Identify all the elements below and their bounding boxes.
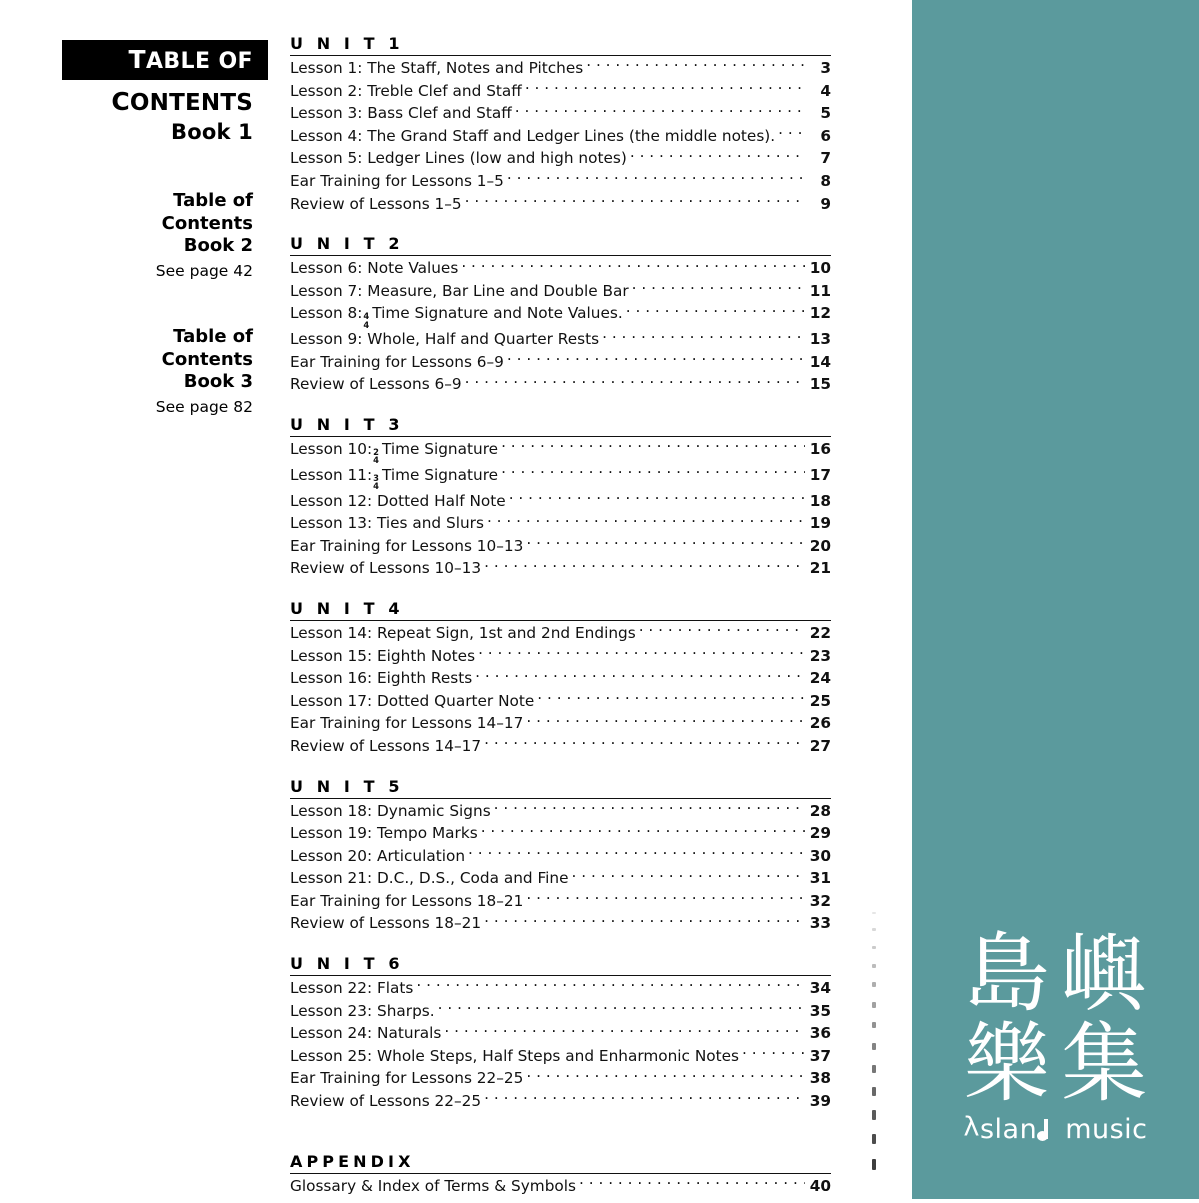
book2-see-page[interactable]: See page 42: [155, 261, 253, 280]
toc-entry[interactable]: [290, 690, 831, 713]
time-signature-denominator: 4: [363, 319, 370, 330]
toc-entry[interactable]: [290, 280, 831, 303]
toc-entry-page-number: 18: [809, 491, 831, 510]
toc-entry-title-text: Review of Lessons 18–21: [290, 914, 482, 933]
toc-entry-page-number: 27: [809, 736, 831, 755]
time-signature-glyph: [363, 312, 369, 329]
toc-entry[interactable]: [290, 1045, 831, 1068]
toc-entry-page-number: 16: [809, 439, 831, 458]
island-music-logo: [958, 924, 1153, 1155]
dot-leader: [501, 464, 805, 479]
time-signature-numerator: 4: [363, 311, 370, 322]
dot-leader: [639, 623, 805, 638]
toc-unit-label: U N I T: [290, 598, 389, 618]
dot-leader: [742, 1046, 805, 1061]
dot-leader: [438, 1000, 805, 1015]
toc-entry-page-number: 20: [809, 536, 831, 555]
dot-leader: [465, 374, 805, 389]
toc-entry-page-number: 14: [809, 352, 831, 371]
toc-entry-title: [290, 102, 512, 125]
toc-entry-title-text: Lesson 19: Tempo Marks: [290, 824, 478, 843]
toc-entry-title-text: Lesson 21: D.C., D.S., Coda and Fine: [290, 869, 569, 888]
book3-see-page[interactable]: See page 82: [155, 397, 253, 416]
toc-entry-page-number: 30: [809, 846, 831, 865]
dot-leader: [630, 148, 805, 163]
toc-entry[interactable]: [290, 645, 831, 668]
toc-entry[interactable]: [290, 257, 831, 280]
toc-entry-page-number: 5: [820, 104, 831, 123]
toc-entry-title-text: Lesson 24: Naturals: [290, 1024, 442, 1043]
toc-entry-page-number: 38: [809, 1069, 831, 1088]
dot-leader: [515, 103, 805, 118]
dot-leader: [579, 1175, 805, 1190]
toc-entry-title: [290, 735, 481, 758]
toc-entry-title-text: Lesson 22: Flats: [290, 979, 414, 998]
sidebar-item-book2[interactable]: [62, 190, 268, 282]
section-spacer: [290, 1119, 831, 1132]
toc-entry-title: [290, 1067, 523, 1090]
dot-leader: [632, 280, 805, 295]
dot-leader: [501, 439, 805, 454]
toc-unit-heading: [290, 234, 831, 256]
toc-unit-number: 1: [388, 34, 400, 53]
toc-unit-heading: [290, 415, 831, 437]
section-spacer: [290, 764, 831, 777]
toc-entry[interactable]: [290, 845, 831, 868]
toc-unit-section: [290, 34, 831, 215]
toc-entry-title: [290, 557, 481, 580]
toc-entry-title: [290, 80, 522, 103]
toc-entry-page-number: 28: [809, 801, 831, 820]
toc-entry-title-text: Review of Lessons 1–5: [290, 194, 462, 213]
toc-entry-title-text: Lesson 4: The Grand Staff and Ledger Lines (the middle notes).: [290, 126, 776, 145]
toc-entry-title: [290, 373, 462, 396]
toc-entry-title-text: Lesson 8:: [290, 304, 363, 323]
dot-leader: [507, 171, 805, 186]
toc-entry-title: [290, 622, 636, 645]
toc-entry-title-text: Lesson 17: Dotted Quarter Note: [290, 691, 535, 710]
toc-entry[interactable]: [290, 535, 831, 558]
toc-entry-title-text-after: Time Signature: [381, 465, 499, 484]
toc-entry[interactable]: [290, 373, 831, 396]
toc-unit-section: [290, 415, 831, 580]
toc-entry-title: [290, 912, 481, 935]
dot-leader: [478, 645, 805, 660]
toc-entry[interactable]: [290, 80, 831, 103]
toc-unit-heading: [290, 34, 831, 56]
toc-entry-title-text: Review of Lessons 22–25: [290, 1092, 482, 1111]
toc-entry-title-text: Ear Training for Lessons 1–5: [290, 171, 504, 190]
contents-lead-letter: C: [111, 87, 130, 116]
book2-line1: Table of: [173, 190, 253, 211]
binding-dash: [872, 912, 876, 914]
sidebar-item-book3[interactable]: [62, 326, 268, 418]
toc-entry-page-number: 37: [809, 1046, 831, 1065]
binding-dash: [872, 1087, 876, 1096]
table-of-contents-banner: [62, 40, 268, 80]
toc-entry-title: [290, 328, 599, 351]
toc-unit-heading: [290, 954, 831, 976]
toc-entry-title-text: Lesson 6: Note Values: [290, 259, 459, 278]
toc-entry[interactable]: [290, 712, 831, 735]
toc-entry[interactable]: [290, 1000, 831, 1023]
logo-wordmark-flipped-y: y: [963, 1114, 980, 1145]
logo-char-3: 樂: [963, 1014, 1050, 1114]
binding-dash: [872, 1159, 876, 1170]
toc-entry-title-text: Ear Training for Lessons 18–21: [290, 891, 524, 910]
toc-entry-page-number: 10: [809, 259, 831, 278]
binding-dash: [872, 928, 876, 931]
dot-leader: [475, 668, 805, 683]
toc-entry[interactable]: [290, 557, 831, 580]
toc-unit-label: U N I T: [290, 234, 389, 254]
toc-entry-title: [290, 890, 523, 913]
toc-entry-title-text: Lesson 10:: [290, 439, 373, 458]
time-signature-denominator: 4: [373, 455, 379, 466]
toc-entry[interactable]: [290, 867, 831, 890]
toc-entry-page-number: 40: [809, 1176, 831, 1195]
toc-unit-label: U N I T: [290, 954, 389, 974]
toc-entry[interactable]: [290, 438, 831, 464]
toc-entry-title-text: Review of Lessons 14–17: [290, 736, 482, 755]
dot-leader: [526, 1068, 805, 1083]
toc-entry-title: [290, 490, 506, 513]
toc-entry-page-number: 22: [809, 623, 831, 642]
book3-line2: Contents: [161, 348, 253, 370]
toc-entry-page-number: 24: [809, 669, 831, 688]
binding-dash: [872, 946, 876, 950]
toc-entry-title-text: Ear Training for Lessons 14–17: [290, 714, 524, 733]
logo-cjk-characters: [958, 924, 1153, 1114]
toc-entry-title-text: Ear Training for Lessons 10–13: [290, 536, 524, 555]
toc-entry-title: [290, 535, 523, 558]
section-spacer: [290, 221, 831, 234]
toc-unit-section: [290, 234, 831, 396]
binding-perforation-line: [871, 912, 876, 1170]
toc-entry-title: [290, 690, 534, 713]
toc-entry-title-text: Lesson 14: Repeat Sign, 1st and 2nd Endings: [290, 623, 636, 642]
contents-book1-heading: [62, 88, 268, 146]
toc-entry-page-number: 34: [809, 979, 831, 998]
toc-entry-page-number: 4: [820, 81, 831, 100]
toc-entry[interactable]: [290, 822, 831, 845]
logo-wordmark-mid: slan: [979, 1114, 1038, 1145]
toc-entry[interactable]: [290, 1090, 831, 1113]
toc-entry-title-text-after: Time Signature: [381, 439, 499, 458]
toc-entry-title-text: Lesson 25: Whole Steps, Half Steps and Enharmonic Notes: [290, 1046, 740, 1065]
toc-entry-page-number: 25: [809, 691, 831, 710]
time-signature-numerator: 3: [373, 472, 379, 483]
toc-entry-title: [290, 512, 484, 535]
toc-entry-title: [290, 57, 583, 80]
toc-entry-title-text: Lesson 9: Whole, Half and Quarter Rests: [290, 330, 600, 349]
dot-leader: [461, 258, 805, 273]
toc-entry[interactable]: [290, 102, 831, 125]
dot-leader: [484, 913, 805, 928]
toc-entry-page-number: 31: [809, 869, 831, 888]
dot-leader: [572, 868, 805, 883]
toc-entry[interactable]: [290, 328, 831, 351]
toc-entry-title-text: Lesson 1: The Staff, Notes and Pitches: [290, 59, 584, 77]
toc-entry-title: [290, 645, 475, 668]
toc-entry-page-number: 39: [809, 1092, 831, 1111]
dot-leader: [468, 845, 805, 860]
toc-entry-title: [290, 1090, 481, 1113]
book3-line3: Book 3: [183, 371, 253, 392]
dot-leader: [778, 125, 805, 140]
dot-leader: [507, 351, 805, 366]
dot-leader: [487, 513, 805, 528]
toc-unit-number: 3: [388, 414, 400, 434]
toc-entry-page-number: 9: [820, 194, 831, 213]
binding-dash: [872, 1065, 876, 1073]
toc-entry-title: [290, 667, 472, 690]
toc-entry-title: [290, 280, 629, 303]
dot-leader: [626, 303, 805, 318]
toc-entry-title-text: Lesson 23: Sharps.: [290, 1001, 435, 1020]
logo-wordmark: [958, 1114, 1153, 1145]
toc-entry[interactable]: [290, 735, 831, 758]
toc-appendix-section: [290, 1152, 831, 1198]
toc-entry-title: [290, 867, 569, 890]
toc-entry[interactable]: [290, 977, 831, 1000]
toc-entry-page-number: 12: [809, 304, 831, 323]
toc-entry-title: [290, 1045, 739, 1068]
contents-rest-text: ONTENTS: [129, 90, 253, 116]
toc-entry-title: [290, 1022, 441, 1045]
book3-line1: Table of: [173, 326, 253, 347]
toc-entry-title-text: Ear Training for Lessons 22–25: [290, 1069, 524, 1088]
dot-leader: [444, 1023, 805, 1038]
toc-unit-section: [290, 777, 831, 936]
toc-entry[interactable]: [290, 1175, 831, 1198]
toc-entry[interactable]: [290, 912, 831, 935]
toc-appendix-heading: APPENDIX: [290, 1152, 831, 1174]
toc-entry-title: [290, 257, 458, 280]
toc-entry[interactable]: [290, 490, 831, 513]
dot-leader: [484, 736, 805, 751]
dot-leader: [526, 891, 805, 906]
section-spacer: [290, 586, 831, 599]
toc-unit-number: 5: [388, 776, 400, 796]
toc-entry-title: [290, 125, 775, 148]
book2-line2: Contents: [161, 212, 253, 234]
dot-leader: [465, 193, 805, 208]
toc-entry[interactable]: [290, 302, 831, 328]
binding-dash: [872, 1110, 876, 1120]
toc-entry-page-number: 33: [809, 914, 831, 933]
sidebar: [62, 40, 268, 418]
toc-entry-title-text: Lesson 5: Ledger Lines (low and high notes): [290, 149, 627, 168]
dot-leader: [484, 1091, 805, 1106]
binding-dash: [872, 1134, 876, 1144]
toc-entry-title: [290, 170, 504, 193]
toc-entry-title: [290, 712, 523, 735]
dot-leader: [481, 823, 805, 838]
toc-entry[interactable]: [290, 57, 831, 80]
binding-dash: [872, 1043, 876, 1050]
toc-entry-title: [290, 1175, 576, 1198]
music-note-icon: [1037, 1119, 1051, 1143]
toc-entry-page-number: 19: [809, 514, 831, 533]
toc-entry-title-text: Lesson 7: Measure, Bar Line and Double Bar: [290, 281, 629, 300]
toc-unit-section: [290, 599, 831, 758]
toc-entry-title-text: Review of Lessons 6–9: [290, 375, 462, 394]
toc-entry-title-text: Lesson 20: Articulation: [290, 846, 466, 865]
dot-leader: [602, 329, 805, 344]
toc-unit-label: U N I T: [290, 414, 389, 434]
toc-entry-page-number: 21: [809, 559, 831, 578]
dot-leader: [525, 80, 805, 95]
toc-entry-title: [290, 302, 623, 328]
toc-entry-page-number: 11: [809, 281, 831, 300]
section-spacer: [290, 941, 831, 954]
banner-rest-text: ABLE OF: [145, 49, 253, 74]
toc-entry-title: [290, 193, 462, 216]
toc-entry-page-number: 15: [809, 375, 831, 394]
toc-entry-title-text-after: Time Signature and Note Values.: [372, 304, 623, 323]
toc-entry-title-text: Lesson 2: Treble Clef and Staff: [290, 81, 522, 100]
toc-unit-section: [290, 954, 831, 1113]
toc-entry-title-text: Lesson 12: Dotted Half Note: [290, 491, 506, 510]
dot-leader: [586, 58, 805, 73]
toc-entry-title-text: Review of Lessons 10–13: [290, 559, 482, 578]
time-signature-denominator: 4: [373, 481, 379, 492]
toc-entry-title: [290, 822, 478, 845]
toc-unit-heading: [290, 777, 831, 799]
dot-leader: [526, 713, 805, 728]
dot-leader: [484, 558, 805, 573]
contents-book1-line2: Book 1: [171, 120, 253, 144]
toc-entry-title-text: Lesson 16: Eighth Rests: [290, 669, 473, 688]
dot-leader: [526, 535, 805, 550]
toc-entry-title: [290, 1000, 435, 1023]
dot-leader: [509, 490, 805, 505]
toc-entry[interactable]: [290, 193, 831, 216]
toc-entry-title: [290, 351, 504, 374]
toc-entry-title: [290, 438, 498, 464]
toc-entry-page-number: 32: [809, 891, 831, 910]
toc-entry-title: [290, 464, 498, 490]
toc-entry[interactable]: [290, 351, 831, 374]
binding-dash: [872, 1002, 876, 1008]
toc-entry[interactable]: [290, 890, 831, 913]
logo-char-4: 集: [1061, 1014, 1148, 1114]
toc-entry-title-text: Lesson 11:: [290, 465, 373, 484]
toc-entry[interactable]: [290, 622, 831, 645]
toc-entry-title-text: Glossary & Index of Terms & Symbols: [290, 1176, 577, 1195]
toc-entry-page-number: 29: [809, 824, 831, 843]
banner-lead-letter: T: [128, 45, 146, 74]
toc-entry-page-number: 3: [820, 59, 831, 77]
toc-entry[interactable]: [290, 170, 831, 193]
toc-entry-title-text: Lesson 13: Ties and Slurs: [290, 514, 484, 533]
logo-wordmark-suffix: music: [1065, 1114, 1148, 1145]
toc-entry[interactable]: [290, 512, 831, 535]
toc-entry[interactable]: [290, 464, 831, 490]
toc-entry-page-number: 17: [809, 465, 831, 484]
toc-unit-number: 4: [388, 598, 400, 618]
toc-entry[interactable]: [290, 125, 831, 148]
time-signature-numerator: 2: [373, 446, 379, 457]
toc-entry-title-text: Lesson 18: Dynamic Signs: [290, 801, 491, 820]
toc-entry[interactable]: [290, 1022, 831, 1045]
toc-entry-title-text: Ear Training for Lessons 6–9: [290, 352, 504, 371]
time-signature-glyph: [373, 474, 379, 491]
toc-unit-number: 6: [388, 954, 400, 974]
toc-entry-page-number: 8: [820, 171, 831, 190]
dot-leader: [416, 978, 805, 993]
binding-dash: [872, 1022, 876, 1029]
toc-entry-page-number: 13: [809, 330, 831, 349]
logo-char-1: 島: [963, 924, 1050, 1024]
book2-line3: Book 2: [183, 235, 253, 256]
toc-entry[interactable]: [290, 1067, 831, 1090]
toc-entry-page-number: 36: [809, 1024, 831, 1043]
toc-listing: [290, 34, 831, 1203]
dot-leader: [494, 800, 805, 815]
toc-entry-page-number: 23: [809, 646, 831, 665]
toc-entry-page-number: 6: [820, 126, 831, 145]
toc-entry-title: [290, 147, 627, 170]
toc-entry[interactable]: [290, 800, 831, 823]
toc-entry[interactable]: [290, 147, 831, 170]
toc-entry-title: [290, 977, 413, 1000]
toc-unit-label: U N I T: [290, 34, 389, 53]
toc-unit-label: U N I T: [290, 776, 389, 796]
binding-dash: [872, 982, 876, 987]
toc-unit-number: 2: [388, 234, 400, 254]
toc-entry-title-text: Lesson 3: Bass Clef and Staff: [290, 104, 512, 123]
toc-entry-page-number: 35: [809, 1001, 831, 1020]
toc-entry-page-number: 26: [809, 714, 831, 733]
toc-entry-title: [290, 800, 491, 823]
dot-leader: [537, 690, 805, 705]
toc-unit-heading: [290, 599, 831, 621]
appendix-spacer: [290, 1132, 831, 1152]
toc-entry-title: [290, 845, 465, 868]
time-signature-glyph: [373, 448, 379, 465]
section-spacer: [290, 402, 831, 415]
binding-dash: [872, 964, 876, 968]
toc-entry-title-text: Lesson 15: Eighth Notes: [290, 646, 476, 665]
logo-char-2: 嶼: [1061, 924, 1148, 1024]
toc-entry-page-number: 7: [820, 149, 831, 168]
toc-entry[interactable]: [290, 667, 831, 690]
